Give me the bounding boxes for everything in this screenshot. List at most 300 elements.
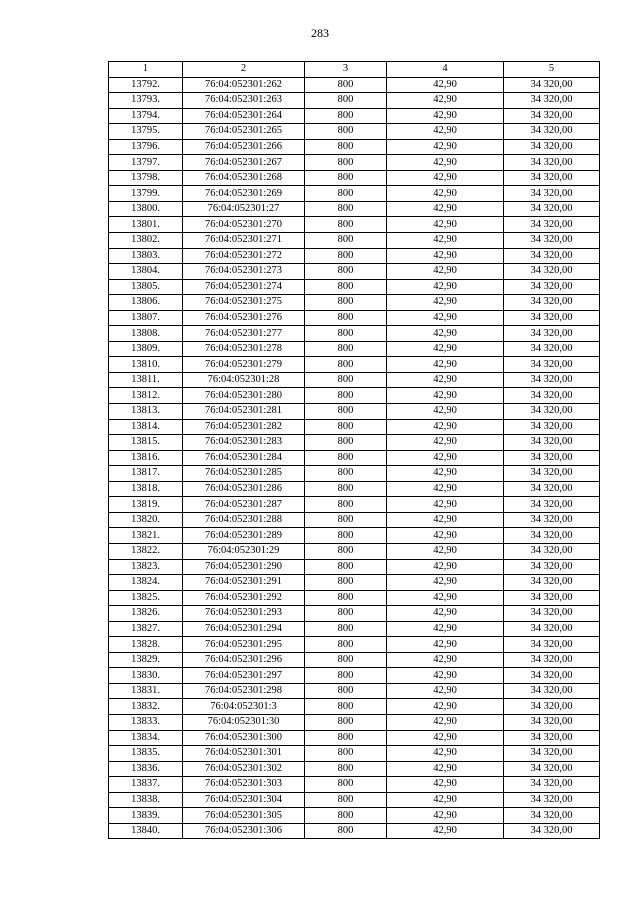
- cadastral-number-cell: 76:04:052301:290: [183, 559, 305, 575]
- table-row: [109, 668, 600, 684]
- rate-cell: 42,90: [387, 512, 504, 528]
- area-cell: 800: [305, 217, 387, 233]
- table-row: [109, 217, 600, 233]
- area-cell: 800: [305, 139, 387, 155]
- rate-cell: 42,90: [387, 170, 504, 186]
- table-row: [109, 139, 600, 155]
- registry-table: [108, 61, 600, 839]
- amount-cell: 34 320,00: [504, 77, 600, 93]
- cadastral-number-cell: 76:04:052301:277: [183, 326, 305, 342]
- table-row: [109, 326, 600, 342]
- area-cell: 800: [305, 77, 387, 93]
- amount-cell: 34 320,00: [504, 808, 600, 824]
- amount-cell: 34 320,00: [504, 419, 600, 435]
- table-row: [109, 606, 600, 622]
- row-number-cell: 13796.: [109, 139, 183, 155]
- cadastral-number-cell: 76:04:052301:270: [183, 217, 305, 233]
- rate-cell: 42,90: [387, 248, 504, 264]
- area-cell: 800: [305, 264, 387, 280]
- rate-cell: 42,90: [387, 730, 504, 746]
- cadastral-number-cell: 76:04:052301:276: [183, 310, 305, 326]
- cadastral-number-cell: 76:04:052301:296: [183, 652, 305, 668]
- row-number-cell: 13839.: [109, 808, 183, 824]
- area-cell: 800: [305, 637, 387, 653]
- rate-cell: 42,90: [387, 699, 504, 715]
- table-row: [109, 528, 600, 544]
- rate-cell: 42,90: [387, 777, 504, 793]
- row-number-cell: 13798.: [109, 170, 183, 186]
- area-cell: 800: [305, 310, 387, 326]
- area-cell: 800: [305, 808, 387, 824]
- table-row: [109, 746, 600, 762]
- rate-cell: 42,90: [387, 652, 504, 668]
- area-cell: 800: [305, 155, 387, 171]
- amount-cell: 34 320,00: [504, 481, 600, 497]
- row-number-cell: 13826.: [109, 606, 183, 622]
- cadastral-number-cell: 76:04:052301:303: [183, 777, 305, 793]
- rate-cell: 42,90: [387, 186, 504, 202]
- rate-cell: 42,90: [387, 808, 504, 824]
- row-number-cell: 13811.: [109, 372, 183, 388]
- area-cell: 800: [305, 652, 387, 668]
- amount-cell: 34 320,00: [504, 450, 600, 466]
- amount-cell: 34 320,00: [504, 341, 600, 357]
- row-number-cell: 13819.: [109, 497, 183, 513]
- area-cell: 800: [305, 357, 387, 373]
- cadastral-number-cell: 76:04:052301:301: [183, 746, 305, 762]
- cadastral-number-cell: 76:04:052301:271: [183, 233, 305, 249]
- amount-cell: 34 320,00: [504, 777, 600, 793]
- row-number-cell: 13817.: [109, 466, 183, 482]
- amount-cell: 34 320,00: [504, 279, 600, 295]
- row-number-cell: 13808.: [109, 326, 183, 342]
- cadastral-number-cell: 76:04:052301:281: [183, 404, 305, 420]
- row-number-cell: 13840.: [109, 823, 183, 839]
- amount-cell: 34 320,00: [504, 357, 600, 373]
- page-number: 283: [311, 26, 329, 40]
- table-row: [109, 792, 600, 808]
- row-number-cell: 13833.: [109, 714, 183, 730]
- amount-cell: 34 320,00: [504, 559, 600, 575]
- cadastral-number-cell: 76:04:052301:280: [183, 388, 305, 404]
- table-row: [109, 108, 600, 124]
- amount-cell: 34 320,00: [504, 264, 600, 280]
- area-cell: 800: [305, 792, 387, 808]
- table-row: [109, 808, 600, 824]
- row-number-cell: 13805.: [109, 279, 183, 295]
- amount-cell: 34 320,00: [504, 792, 600, 808]
- cadastral-number-cell: 76:04:052301:282: [183, 419, 305, 435]
- table-row: [109, 512, 600, 528]
- row-number-cell: 13797.: [109, 155, 183, 171]
- row-number-cell: 13802.: [109, 233, 183, 249]
- area-cell: 800: [305, 621, 387, 637]
- cadastral-number-cell: 76:04:052301:29: [183, 543, 305, 559]
- amount-cell: 34 320,00: [504, 217, 600, 233]
- amount-cell: 34 320,00: [504, 108, 600, 124]
- row-number-cell: 13837.: [109, 777, 183, 793]
- table-row: [109, 777, 600, 793]
- area-cell: 800: [305, 450, 387, 466]
- table-row: [109, 372, 600, 388]
- row-number-cell: 13799.: [109, 186, 183, 202]
- cadastral-number-cell: 76:04:052301:266: [183, 139, 305, 155]
- rate-cell: 42,90: [387, 310, 504, 326]
- cadastral-number-cell: 76:04:052301:27: [183, 201, 305, 217]
- area-cell: 800: [305, 372, 387, 388]
- amount-cell: 34 320,00: [504, 746, 600, 762]
- rate-cell: 42,90: [387, 124, 504, 140]
- table-row: [109, 310, 600, 326]
- cadastral-number-cell: 76:04:052301:265: [183, 124, 305, 140]
- cadastral-number-cell: 76:04:052301:304: [183, 792, 305, 808]
- rate-cell: 42,90: [387, 372, 504, 388]
- area-cell: 800: [305, 823, 387, 839]
- cadastral-number-cell: 76:04:052301:3: [183, 699, 305, 715]
- amount-cell: 34 320,00: [504, 435, 600, 451]
- table-header-row: [109, 62, 600, 78]
- table-body: [109, 62, 600, 839]
- rate-cell: 42,90: [387, 823, 504, 839]
- rate-cell: 42,90: [387, 264, 504, 280]
- amount-cell: 34 320,00: [504, 326, 600, 342]
- cadastral-number-cell: 76:04:052301:297: [183, 668, 305, 684]
- amount-cell: 34 320,00: [504, 186, 600, 202]
- rate-cell: 42,90: [387, 761, 504, 777]
- row-number-cell: 13806.: [109, 295, 183, 311]
- area-cell: 800: [305, 466, 387, 482]
- area-cell: 800: [305, 575, 387, 591]
- rate-cell: 42,90: [387, 341, 504, 357]
- rate-cell: 42,90: [387, 683, 504, 699]
- row-number-cell: 13823.: [109, 559, 183, 575]
- amount-cell: 34 320,00: [504, 139, 600, 155]
- row-number-cell: 13829.: [109, 652, 183, 668]
- cadastral-number-cell: 76:04:052301:278: [183, 341, 305, 357]
- row-number-cell: 13827.: [109, 621, 183, 637]
- rate-cell: 42,90: [387, 590, 504, 606]
- cadastral-number-cell: 76:04:052301:295: [183, 637, 305, 653]
- table-row: [109, 233, 600, 249]
- row-number-cell: 13818.: [109, 481, 183, 497]
- area-cell: 800: [305, 559, 387, 575]
- rate-cell: 42,90: [387, 404, 504, 420]
- table-row: [109, 637, 600, 653]
- column-header-3: 3: [305, 62, 387, 78]
- area-cell: 800: [305, 606, 387, 622]
- area-cell: 800: [305, 512, 387, 528]
- area-cell: 800: [305, 528, 387, 544]
- table-row: [109, 590, 600, 606]
- row-number-cell: 13822.: [109, 543, 183, 559]
- rate-cell: 42,90: [387, 233, 504, 249]
- area-cell: 800: [305, 170, 387, 186]
- cadastral-number-cell: 76:04:052301:30: [183, 714, 305, 730]
- area-cell: 800: [305, 404, 387, 420]
- rate-cell: 42,90: [387, 217, 504, 233]
- column-header-2: 2: [183, 62, 305, 78]
- rate-cell: 42,90: [387, 419, 504, 435]
- table-row: [109, 248, 600, 264]
- rate-cell: 42,90: [387, 637, 504, 653]
- area-cell: 800: [305, 326, 387, 342]
- row-number-cell: 13793.: [109, 93, 183, 109]
- rate-cell: 42,90: [387, 155, 504, 171]
- area-cell: 800: [305, 279, 387, 295]
- table-row: [109, 404, 600, 420]
- amount-cell: 34 320,00: [504, 512, 600, 528]
- rate-cell: 42,90: [387, 714, 504, 730]
- cadastral-number-cell: 76:04:052301:288: [183, 512, 305, 528]
- amount-cell: 34 320,00: [504, 310, 600, 326]
- cadastral-number-cell: 76:04:052301:275: [183, 295, 305, 311]
- amount-cell: 34 320,00: [504, 388, 600, 404]
- column-header-4: 4: [387, 62, 504, 78]
- rate-cell: 42,90: [387, 528, 504, 544]
- table-row: [109, 295, 600, 311]
- area-cell: 800: [305, 93, 387, 109]
- row-number-cell: 13810.: [109, 357, 183, 373]
- cadastral-number-cell: 76:04:052301:263: [183, 93, 305, 109]
- amount-cell: 34 320,00: [504, 761, 600, 777]
- amount-cell: 34 320,00: [504, 683, 600, 699]
- row-number-cell: 13824.: [109, 575, 183, 591]
- row-number-cell: 13828.: [109, 637, 183, 653]
- area-cell: 800: [305, 746, 387, 762]
- row-number-cell: 13816.: [109, 450, 183, 466]
- table-row: [109, 575, 600, 591]
- cadastral-number-cell: 76:04:052301:264: [183, 108, 305, 124]
- table-row: [109, 761, 600, 777]
- amount-cell: 34 320,00: [504, 233, 600, 249]
- table-row: [109, 497, 600, 513]
- amount-cell: 34 320,00: [504, 668, 600, 684]
- row-number-cell: 13792.: [109, 77, 183, 93]
- row-number-cell: 13815.: [109, 435, 183, 451]
- table-row: [109, 357, 600, 373]
- rate-cell: 42,90: [387, 77, 504, 93]
- cadastral-number-cell: 76:04:052301:283: [183, 435, 305, 451]
- row-number-cell: 13801.: [109, 217, 183, 233]
- row-number-cell: 13803.: [109, 248, 183, 264]
- table-row: [109, 466, 600, 482]
- table-row: [109, 714, 600, 730]
- amount-cell: 34 320,00: [504, 124, 600, 140]
- area-cell: 800: [305, 435, 387, 451]
- cadastral-number-cell: 76:04:052301:286: [183, 481, 305, 497]
- row-number-cell: 13831.: [109, 683, 183, 699]
- rate-cell: 42,90: [387, 466, 504, 482]
- area-cell: 800: [305, 777, 387, 793]
- rate-cell: 42,90: [387, 746, 504, 762]
- amount-cell: 34 320,00: [504, 248, 600, 264]
- row-number-cell: 13820.: [109, 512, 183, 528]
- rate-cell: 42,90: [387, 357, 504, 373]
- row-number-cell: 13836.: [109, 761, 183, 777]
- cadastral-number-cell: 76:04:052301:284: [183, 450, 305, 466]
- cadastral-number-cell: 76:04:052301:306: [183, 823, 305, 839]
- rate-cell: 42,90: [387, 201, 504, 217]
- amount-cell: 34 320,00: [504, 404, 600, 420]
- row-number-cell: 13813.: [109, 404, 183, 420]
- area-cell: 800: [305, 108, 387, 124]
- amount-cell: 34 320,00: [504, 543, 600, 559]
- cadastral-number-cell: 76:04:052301:269: [183, 186, 305, 202]
- area-cell: 800: [305, 714, 387, 730]
- table-row: [109, 186, 600, 202]
- amount-cell: 34 320,00: [504, 201, 600, 217]
- rate-cell: 42,90: [387, 450, 504, 466]
- amount-cell: 34 320,00: [504, 575, 600, 591]
- cadastral-number-cell: 76:04:052301:273: [183, 264, 305, 280]
- area-cell: 800: [305, 388, 387, 404]
- cadastral-number-cell: 76:04:052301:305: [183, 808, 305, 824]
- table-row: [109, 683, 600, 699]
- cadastral-number-cell: 76:04:052301:285: [183, 466, 305, 482]
- cadastral-number-cell: 76:04:052301:294: [183, 621, 305, 637]
- table-row: [109, 435, 600, 451]
- area-cell: 800: [305, 295, 387, 311]
- rate-cell: 42,90: [387, 621, 504, 637]
- cadastral-number-cell: 76:04:052301:298: [183, 683, 305, 699]
- amount-cell: 34 320,00: [504, 823, 600, 839]
- table-row: [109, 201, 600, 217]
- row-number-cell: 13800.: [109, 201, 183, 217]
- amount-cell: 34 320,00: [504, 528, 600, 544]
- amount-cell: 34 320,00: [504, 590, 600, 606]
- area-cell: 800: [305, 233, 387, 249]
- rate-cell: 42,90: [387, 388, 504, 404]
- amount-cell: 34 320,00: [504, 637, 600, 653]
- table-row: [109, 699, 600, 715]
- area-cell: 800: [305, 543, 387, 559]
- table-row: [109, 652, 600, 668]
- table-row: [109, 77, 600, 93]
- cadastral-number-cell: 76:04:052301:292: [183, 590, 305, 606]
- rate-cell: 42,90: [387, 139, 504, 155]
- area-cell: 800: [305, 497, 387, 513]
- rate-cell: 42,90: [387, 497, 504, 513]
- table-row: [109, 481, 600, 497]
- amount-cell: 34 320,00: [504, 730, 600, 746]
- rate-cell: 42,90: [387, 481, 504, 497]
- row-number-cell: 13795.: [109, 124, 183, 140]
- area-cell: 800: [305, 248, 387, 264]
- area-cell: 800: [305, 730, 387, 746]
- table-row: [109, 388, 600, 404]
- table-row: [109, 450, 600, 466]
- cadastral-number-cell: 76:04:052301:28: [183, 372, 305, 388]
- area-cell: 800: [305, 186, 387, 202]
- rate-cell: 42,90: [387, 435, 504, 451]
- rate-cell: 42,90: [387, 668, 504, 684]
- rate-cell: 42,90: [387, 279, 504, 295]
- row-number-cell: 13838.: [109, 792, 183, 808]
- rate-cell: 42,90: [387, 295, 504, 311]
- row-number-cell: 13812.: [109, 388, 183, 404]
- table-row: [109, 93, 600, 109]
- amount-cell: 34 320,00: [504, 652, 600, 668]
- row-number-cell: 13804.: [109, 264, 183, 280]
- row-number-cell: 13794.: [109, 108, 183, 124]
- cadastral-number-cell: 76:04:052301:291: [183, 575, 305, 591]
- amount-cell: 34 320,00: [504, 714, 600, 730]
- table-row: [109, 419, 600, 435]
- row-number-cell: 13830.: [109, 668, 183, 684]
- row-number-cell: 13809.: [109, 341, 183, 357]
- amount-cell: 34 320,00: [504, 621, 600, 637]
- row-number-cell: 13825.: [109, 590, 183, 606]
- cadastral-number-cell: 76:04:052301:287: [183, 497, 305, 513]
- table-row: [109, 124, 600, 140]
- area-cell: 800: [305, 341, 387, 357]
- table-row: [109, 543, 600, 559]
- amount-cell: 34 320,00: [504, 93, 600, 109]
- table-row: [109, 264, 600, 280]
- cadastral-number-cell: 76:04:052301:268: [183, 170, 305, 186]
- cadastral-number-cell: 76:04:052301:279: [183, 357, 305, 373]
- area-cell: 800: [305, 590, 387, 606]
- amount-cell: 34 320,00: [504, 466, 600, 482]
- row-number-cell: 13807.: [109, 310, 183, 326]
- area-cell: 800: [305, 668, 387, 684]
- area-cell: 800: [305, 761, 387, 777]
- area-cell: 800: [305, 201, 387, 217]
- rate-cell: 42,90: [387, 559, 504, 575]
- amount-cell: 34 320,00: [504, 497, 600, 513]
- table-row: [109, 621, 600, 637]
- amount-cell: 34 320,00: [504, 170, 600, 186]
- row-number-cell: 13835.: [109, 746, 183, 762]
- table-row: [109, 341, 600, 357]
- cadastral-number-cell: 76:04:052301:302: [183, 761, 305, 777]
- rate-cell: 42,90: [387, 792, 504, 808]
- table-row: [109, 730, 600, 746]
- rate-cell: 42,90: [387, 326, 504, 342]
- area-cell: 800: [305, 683, 387, 699]
- rate-cell: 42,90: [387, 543, 504, 559]
- area-cell: 800: [305, 699, 387, 715]
- amount-cell: 34 320,00: [504, 699, 600, 715]
- amount-cell: 34 320,00: [504, 155, 600, 171]
- cadastral-number-cell: 76:04:052301:272: [183, 248, 305, 264]
- table-row: [109, 823, 600, 839]
- rate-cell: 42,90: [387, 93, 504, 109]
- rate-cell: 42,90: [387, 606, 504, 622]
- cadastral-number-cell: 76:04:052301:274: [183, 279, 305, 295]
- table-row: [109, 279, 600, 295]
- area-cell: 800: [305, 419, 387, 435]
- rate-cell: 42,90: [387, 108, 504, 124]
- area-cell: 800: [305, 481, 387, 497]
- rate-cell: 42,90: [387, 575, 504, 591]
- cadastral-number-cell: 76:04:052301:300: [183, 730, 305, 746]
- table-row: [109, 155, 600, 171]
- row-number-cell: 13821.: [109, 528, 183, 544]
- cadastral-number-cell: 76:04:052301:293: [183, 606, 305, 622]
- amount-cell: 34 320,00: [504, 295, 600, 311]
- column-header-5: 5: [504, 62, 600, 78]
- row-number-cell: 13832.: [109, 699, 183, 715]
- area-cell: 800: [305, 124, 387, 140]
- amount-cell: 34 320,00: [504, 372, 600, 388]
- cadastral-number-cell: 76:04:052301:289: [183, 528, 305, 544]
- cadastral-number-cell: 76:04:052301:267: [183, 155, 305, 171]
- cadastral-number-cell: 76:04:052301:262: [183, 77, 305, 93]
- table-row: [109, 559, 600, 575]
- column-header-1: 1: [109, 62, 183, 78]
- table-row: [109, 170, 600, 186]
